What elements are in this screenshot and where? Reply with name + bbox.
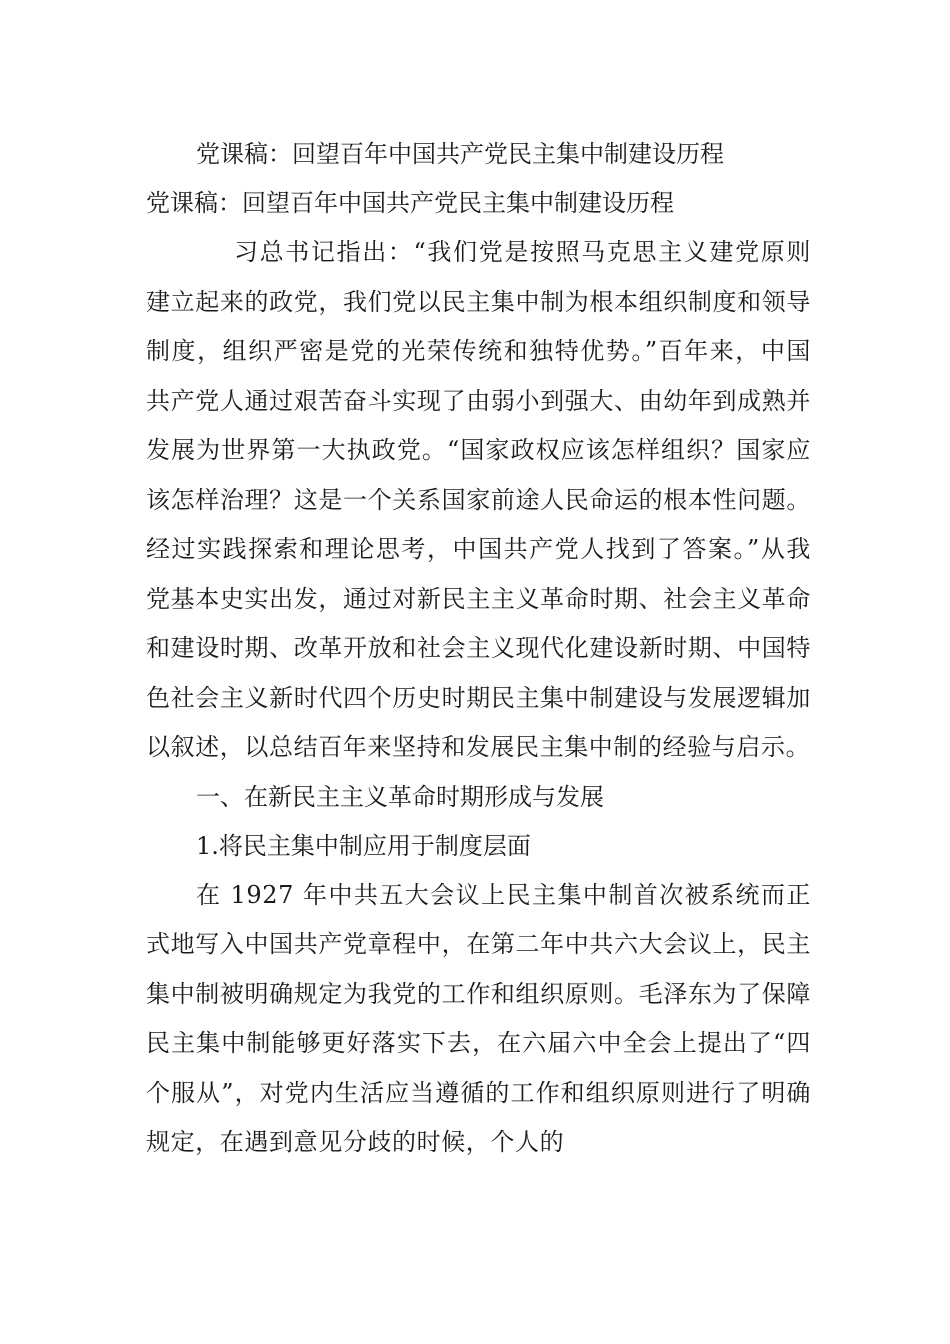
document-content (146, 130, 811, 1241)
body-paragraph: 在 1927 年中共五大会议上民主集中制首次被系统而正式地写入中国共产党章程中，在第二年中共六大会议上，民主集中制被明确规定为我党的工作和组织原则。毛泽东为了保障民主集中制能够更好落实下去，在六届六中全会上提出了“四个服从”，对党内生活应当遵循的工作和组织原则进行了明确规定，在遇到意见分歧的时候，个人的 (146, 880, 811, 1156)
document-title-repeat: 党课稿：回望百年中国共产党民主集中制建设历程 (146, 189, 674, 217)
intro-paragraph: 习总书记指出：“我们党是按照马克思主义建党原则建立起来的政党，我们党以民主集中制为根本组织制度和领导制度，组织严密是党的光荣传统和独特优势。”百年来，中国共产党人通过艰苦奋斗实现了由弱小到强大、由幼年到成熟并发展为世界第一大执政党。“国家政权应该怎样组织？国家应该怎样治理？这是一个关系国家前途人民命运的根本性问题。经过实践探索和理论思考，中国共产党人找到了答案。”从我党基本史实出发，通过对新民主主义革命时期、社会主义革命和建设时期、改革开放和社会主义现代化建设新时期、中国特色社会主义新时代四个历史时期民主集中制建设与发展逻辑加以叙述，以总结百年来坚持和发展民主集中制的经验与启示。 (146, 238, 811, 761)
section-heading: 一、在新民主主义革命时期形成与发展 (196, 782, 604, 811)
subsection-heading: 1.将民主集中制应用于制度层面 (196, 831, 531, 860)
document-title: 党课稿：回望百年中国共产党民主集中制建设历程 (196, 140, 724, 168)
